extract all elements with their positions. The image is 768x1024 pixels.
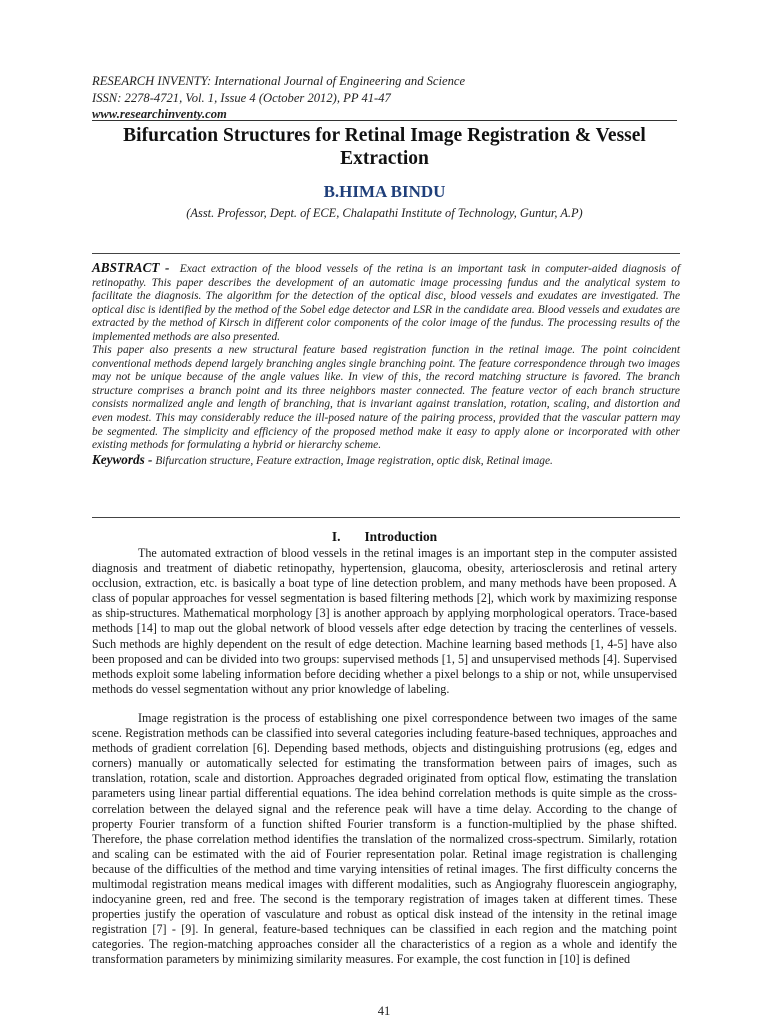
abstract-top-divider (92, 253, 680, 254)
journal-name: RESEARCH INVENTY: International Journal of Engineering and Science (92, 74, 466, 88)
abstract-heading: ABSTRACT - (92, 260, 170, 275)
keywords-line (92, 453, 680, 469)
keywords-text: Bifurcation structure, Feature extraction, Image registration, optic disk, Retinal image. (155, 454, 553, 467)
issn-line: ISSN: 2278-4721, Vol. 1, Issue 4 (October 2012), PP 41-47 (92, 91, 391, 105)
abstract-block (92, 261, 680, 468)
paper-title: Bifurcation Structures for Retinal Image Registration & Vessel Extraction (123, 125, 646, 169)
journal-url[interactable]: www.researchinventy.com (92, 107, 227, 121)
header-divider (92, 120, 677, 121)
body-paragraph-2: Image registration is the process of establishing one pixel correspondence between two images of the same scene. Registration methods can be classified into several categories including feature-based techniques, approaches and methods of gradient correlation [6]. Depending based methods, objects and distinguishing protrusions (eg, edges and corners) manually or automatically selected for estimating the transformation between pairs of images, such as translation, rotation, scale and distortion. Approaches degraded originated from optical flow, estimating the translation parameters using linear partial differential equations. The idea behind correlation methods is quite simple as the cross-correlation between the delayed signal and the reference peak will have a time delay. According to the change of property Fourier transform of a function shifted Fourier transform is a function-multiplied by the phase shifted. Therefore, the phase correlation method identifies the translation of the normalized cross-spectrum. Similarly, rotation and scaling can be estimated with the aid of Fourier representation polar. Retinal image registration is challenging because of the difficulties of the method and time varying intensities of retinal images. The first difficulty concerns the multimodal registration means medical images with different modalities, such as Angiograhy fluorescein angiography, indocyanine green, red and free. The second is the temporary registration of images taken at different times. These properties justify the operation of vasculature and robust as optical disk instead of the intensity in the retinal image registration [7] - [9]. In general, feature-based techniques can be classified in each region and the matching point categories. The region-matching approaches consider all the characteristics of a region as a whole and identify the transformation parameters by minimizing similarity measures. For example, the cost function in [10] is defined (92, 710, 677, 967)
author-name: B.HIMA BINDU (323, 182, 446, 201)
abstract-paragraph-1 (92, 261, 680, 344)
author-affiliation: (Asst. Professor, Dept. of ECE, Chalapathi Institute of Technology, Guntur, A.P) (186, 206, 583, 220)
keywords-label: Keywords - (92, 451, 153, 467)
abstract-text-1: Exact extraction of the blood vessels of the retina is an important task in computer-aided diagnosis of retinopathy. This paper describes the development of an automatic image processing fundus and the analytical system to facilitate the diagnosis. The algorithm for the detection of the optical disc, blood vessels and exudates are investigated. The optical disc is identified by the method of the Sobel edge detector and LSR in the candidate area. Blood vessels and exudates are extracted by the method of Kirsch in different color components of the color image of the fundus. The processing results of the implemented methods are also presented. (92, 263, 680, 343)
section-heading (92, 529, 677, 545)
abstract-bottom-divider (92, 517, 680, 518)
section-title: Introduction (364, 529, 438, 544)
section-number: I. (331, 529, 341, 544)
page-number: 41 (377, 1004, 391, 1018)
body-paragraph-1: The automated extraction of blood vessels in the retinal images is an important step in the computer assisted diagnosis and treatment of diabetic retinopathy, hypertension, glaucoma, obesity, arteriosclerosis and retinal artery occlusion, extraction, etc. is basically a boat type of line detection problem, and many methods have been proposed. A class of popular approaches for vessel segmentation is based filtering methods [2], which work by maximizing response as ship-structures. Mathematical morphology [3] is another approach by applying morphological operators. Trace-based methods [14] to map out the global network of blood vessels after edge detection by tracing the centerlines of vessels. Such methods are highly dependent on the result of edge detection. Machine learning based methods [1, 4-5] have also been proposed and can be divided into two groups: supervised methods [1, 5] and unsupervised methods [4]. Supervised methods exploit some labeling information before deciding whether a pixel belongs to a ship or not, while unsupervised methods do vessel segmentation without any prior knowledge of labeling. (92, 546, 677, 696)
body-text (92, 546, 677, 968)
abstract-paragraph-2: This paper also presents a new structural feature based registration function in the retinal image. The point coincident conventional methods depend largely branching angles single branching point. The feature correspondence through two images may not be unique because of the angle values like. In view of this, the record matching structure is favored. The branch structure comprises a branch point and its three neighbors master connected. The feature vector of each branch structure consists normalized angle and length of branching, that is invariant against translation, rotation, scaling, and distortion and even modest. This may considerably reduce the ill-posed nature of the pairing process, provided that the vascular pattern may be segmented. The simplicity and efficiency of the proposed method make it easy to apply alone or incorporated with other existing methods for formulating a hybrid or hierarchy scheme. (92, 344, 680, 452)
